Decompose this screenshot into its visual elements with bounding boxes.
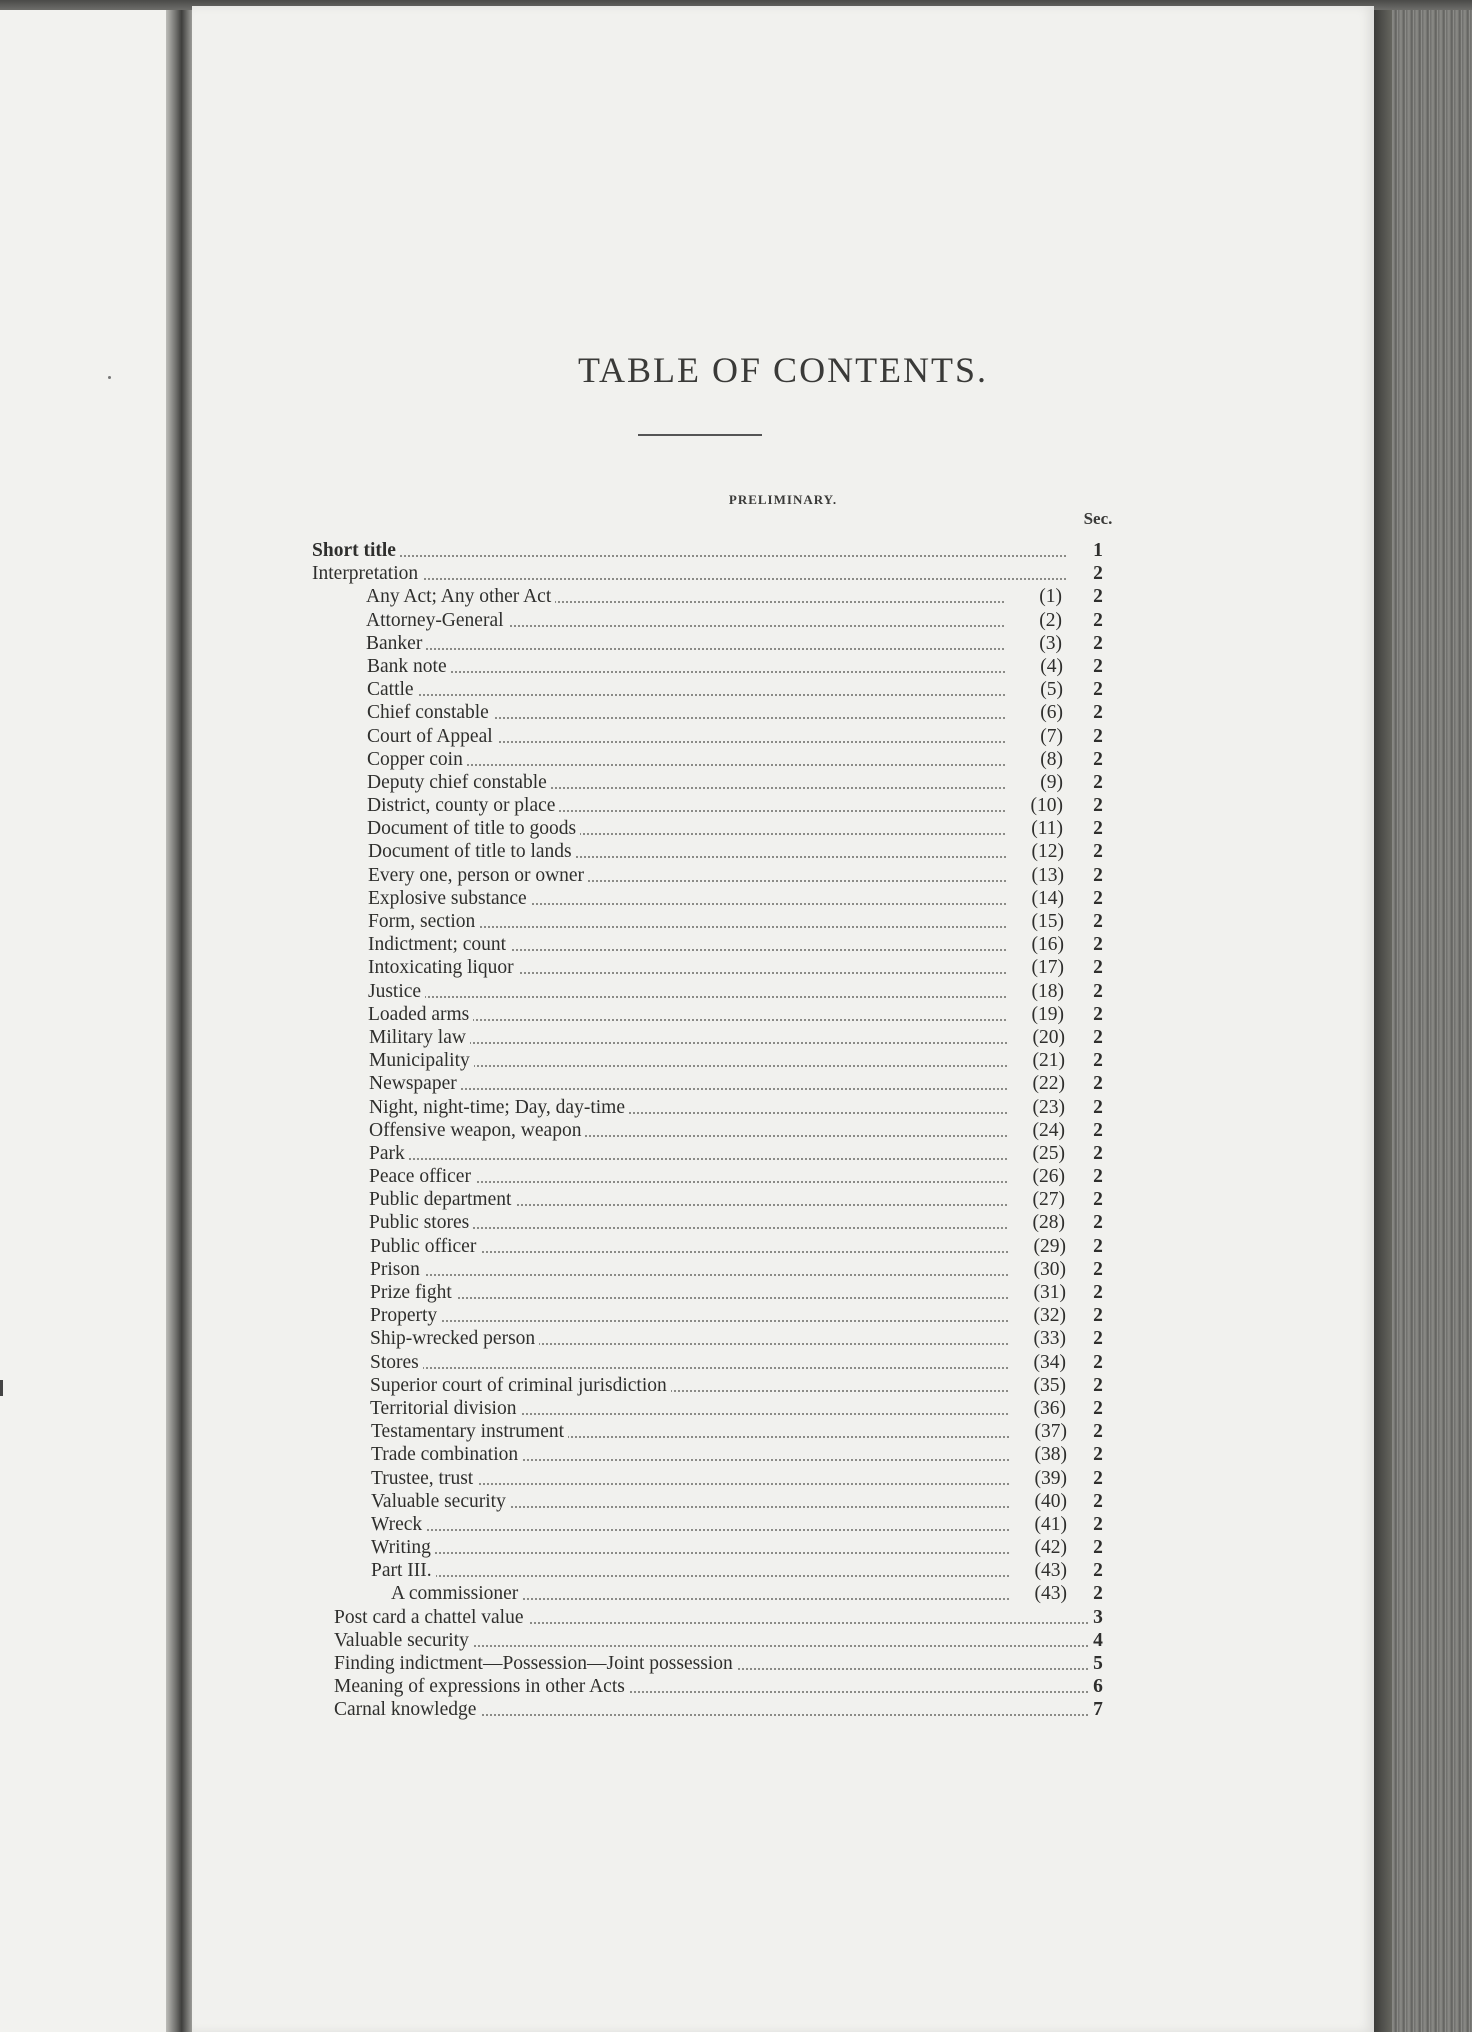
toc-entry-section-number: 2 — [1093, 1073, 1103, 1095]
toc-entry — [312, 980, 1162, 1003]
toc-entry-subsection: (19) — [1008, 1003, 1064, 1026]
dot-leader — [390, 1295, 1016, 1299]
toc-entry-subsection: (14) — [1008, 887, 1064, 910]
toc-entry-label: Public stores — [369, 1211, 473, 1234]
toc-entry — [312, 1188, 1162, 1211]
toc-entry — [312, 1165, 1162, 1188]
toc-entry-label: Intoxicating liquor — [368, 956, 518, 979]
dot-leader — [389, 1040, 1015, 1044]
toc-entry — [312, 539, 1162, 562]
toc-entry-section-number: 2 — [1093, 1513, 1103, 1535]
toc-entry-label: Bank note — [367, 655, 451, 678]
toc-entry-subsection: (5) — [1007, 678, 1063, 701]
toc-entry-subsection: (13) — [1008, 864, 1064, 887]
toc-entry — [312, 887, 1162, 910]
toc-entry-label: Valuable security — [334, 1629, 473, 1652]
dot-leader — [390, 1249, 1016, 1253]
toc-entry-section-number: 2 — [1093, 887, 1103, 909]
toc-entry-subsection: (26) — [1009, 1165, 1065, 1188]
toc-entry-section-number: 2 — [1093, 1397, 1103, 1419]
toc-entry-section-number: 2 — [1093, 1189, 1103, 1211]
toc-entry-section-number: 2 — [1093, 1026, 1103, 1048]
toc-entry-label: Prison — [370, 1258, 424, 1281]
toc-entry — [312, 1629, 1162, 1652]
toc-entry-subsection: (29) — [1010, 1235, 1066, 1258]
toc-entry-label: Property — [370, 1304, 441, 1327]
toc-entry-section-number: 2 — [1093, 679, 1103, 701]
toc-entry-section-number: 2 — [1093, 980, 1103, 1002]
toc-entry-section-number: 2 — [1093, 911, 1103, 932]
toc-entry-label: Meaning of expressions in other Acts — [334, 1675, 629, 1698]
toc-entry-label: Writing — [371, 1536, 435, 1559]
toc-entry — [312, 655, 1162, 678]
toc-entry — [312, 1582, 1162, 1605]
toc-entry-label: Explosive substance — [368, 887, 531, 910]
toc-entry-subsection: (35) — [1010, 1374, 1066, 1397]
toc-entry-subsection: (39) — [1011, 1467, 1067, 1490]
toc-entry-subsection: (3) — [1006, 632, 1062, 655]
toc-entry-label: District, county or place — [367, 794, 559, 817]
toc-entry-label: Document of title to goods — [367, 817, 580, 840]
toc-entry-subsection: (24) — [1009, 1119, 1065, 1142]
dot-leader — [388, 994, 1014, 998]
dot-leader — [391, 1481, 1017, 1485]
toc-entry — [312, 1559, 1162, 1582]
toc-entry-label: Peace officer — [369, 1165, 475, 1188]
page-title: TABLE OF CONTENTS. — [577, 350, 989, 390]
toc-entry-label: Attorney-General — [366, 609, 508, 632]
toc-entry-label: Testamentary instrument — [371, 1420, 568, 1443]
toc-entry-label: Every one, person or owner — [368, 864, 588, 887]
toc-entry-label: Public officer — [370, 1235, 480, 1258]
toc-entry-label: Superior court of criminal jurisdiction — [370, 1374, 671, 1397]
toc-entry-section-number: 2 — [1093, 1467, 1103, 1489]
toc-entry-section-number: 2 — [1093, 1305, 1103, 1327]
toc-entry — [312, 1072, 1162, 1095]
facing-page-mark — [0, 1380, 3, 1396]
toc-entry-label: Stores — [370, 1351, 423, 1374]
toc-entry-label: Trustee, trust — [371, 1467, 477, 1490]
dot-leader — [389, 1086, 1015, 1090]
toc-entry-section-number: 2 — [1093, 795, 1103, 817]
toc-entry-label: Court of Appeal — [367, 725, 497, 748]
toc-entry-subsection: (17) — [1008, 956, 1064, 979]
toc-entry-subsection: (41) — [1011, 1513, 1067, 1536]
toc-entry-section-number: 2 — [1093, 609, 1103, 631]
toc-entry — [312, 562, 1162, 585]
toc-entry-section-number: 2 — [1093, 1537, 1103, 1559]
toc-entry-label: Prize fight — [370, 1281, 456, 1304]
toc-entry-subsection: (28) — [1009, 1211, 1065, 1234]
toc-entry-subsection: (11) — [1007, 817, 1063, 840]
dot-leader — [389, 1179, 1015, 1183]
dot-leader — [387, 762, 1013, 766]
dot-leader — [388, 924, 1014, 928]
toc-entry-subsection: (9) — [1007, 771, 1063, 794]
toc-entry-section-number: 2 — [1093, 1235, 1103, 1257]
toc-entry — [312, 956, 1162, 979]
toc-entry-subsection: (31) — [1010, 1281, 1066, 1304]
toc-entry-subsection: (42) — [1011, 1536, 1067, 1559]
dot-leader — [388, 1017, 1014, 1021]
toc-entry — [312, 1235, 1162, 1258]
toc-entry-label: Justice — [368, 980, 425, 1003]
toc-entry — [312, 725, 1162, 748]
toc-entry-subsection: (32) — [1010, 1304, 1066, 1327]
toc-entry-subsection: (10) — [1007, 794, 1063, 817]
toc-entry-section-number: 4 — [1093, 1629, 1103, 1651]
toc-entry — [312, 1397, 1162, 1420]
toc-entry-label: Public department — [369, 1188, 515, 1211]
toc-entry-subsection: (15) — [1008, 910, 1064, 933]
toc-entry-section-number: 2 — [1093, 1444, 1103, 1466]
toc-entry-subsection: (40) — [1011, 1490, 1067, 1513]
toc-entry-section-number: 2 — [1093, 1583, 1103, 1605]
toc-entry — [312, 1119, 1162, 1142]
toc-entry-label: A commissioner — [391, 1582, 522, 1605]
toc-entry — [312, 1420, 1162, 1443]
toc-entry — [312, 1096, 1162, 1119]
toc-entry-section-number: 2 — [1093, 841, 1103, 863]
toc-entry-section-number: 2 — [1093, 1212, 1103, 1234]
toc-entry-subsection: (4) — [1007, 655, 1063, 678]
dot-leader — [391, 1527, 1017, 1531]
toc-entry — [312, 864, 1162, 887]
toc-entry — [312, 1281, 1162, 1304]
toc-entry — [312, 1443, 1162, 1466]
dot-leader — [387, 669, 1013, 673]
toc-entry — [312, 910, 1162, 933]
toc-entry-label: Carnal knowledge — [334, 1698, 480, 1721]
page-stack-shadow — [1374, 10, 1392, 2032]
toc-entry — [312, 1698, 1162, 1721]
toc-entry — [312, 1327, 1162, 1350]
toc-entry-section-number: 2 — [1093, 1119, 1103, 1141]
toc-entry — [312, 632, 1162, 655]
toc-entry-section-number: 2 — [1093, 1328, 1103, 1350]
toc-entry-label: Park — [369, 1142, 409, 1165]
toc-entry-label: Document of title to lands — [368, 840, 576, 863]
toc-entry-subsection: (38) — [1011, 1443, 1067, 1466]
toc-entry — [312, 1606, 1162, 1629]
toc-entry — [312, 1536, 1162, 1559]
toc-entry-label: Finding indictment—Possession—Joint possession — [334, 1652, 737, 1675]
book-gutter — [166, 10, 192, 2032]
speck — [108, 376, 111, 379]
toc-entry-section-number: 2 — [1093, 1560, 1103, 1582]
toc-entry-section-number: 2 — [1093, 632, 1103, 654]
toc-entry-section-number: 2 — [1093, 1258, 1103, 1280]
toc-entry-section-number: 2 — [1093, 1166, 1103, 1188]
toc-entry-section-number: 2 — [1093, 1050, 1103, 1072]
toc-entry-label: Loaded arms — [368, 1003, 473, 1026]
toc-entry-section-number: 2 — [1093, 1282, 1103, 1303]
toc-entry-label: Territorial division — [370, 1397, 520, 1420]
toc-entry — [312, 1003, 1162, 1026]
toc-entry-label: Any Act; Any other Act — [366, 585, 555, 608]
toc-entry-label: Copper coin — [367, 748, 467, 771]
toc-entry-label: Newspaper — [369, 1072, 461, 1095]
toc-entry — [312, 1026, 1162, 1049]
toc-entry-subsection: (7) — [1007, 725, 1063, 748]
dot-leader — [387, 692, 1013, 696]
toc-entry — [312, 1049, 1162, 1072]
toc-entry — [312, 748, 1162, 771]
toc-entry-section-number: 2 — [1093, 725, 1103, 747]
title-rule — [638, 434, 762, 436]
toc-entry-subsection: (1) — [1006, 585, 1062, 608]
sec-column-heading: Sec. — [1083, 509, 1113, 528]
toc-entry — [312, 771, 1162, 794]
toc-entry-subsection: (30) — [1010, 1258, 1066, 1281]
toc-entry-section-number: 2 — [1093, 586, 1103, 608]
toc-entry-label: Deputy chief constable — [367, 771, 551, 794]
dot-leader — [391, 1550, 1017, 1554]
toc-entry-section-number: 2 — [1093, 1374, 1103, 1396]
toc-entry-label: Chief constable — [367, 701, 493, 724]
toc-entry — [312, 1675, 1162, 1698]
toc-entry-section-number: 2 — [1093, 864, 1103, 886]
toc-entry-label: Banker — [366, 632, 426, 655]
toc-entry — [312, 1351, 1162, 1374]
toc-entry — [312, 678, 1162, 701]
toc-entry-label: Ship-wrecked person — [370, 1327, 539, 1350]
facing-page-edge — [0, 10, 168, 2032]
toc-entry-section-number: 2 — [1093, 1421, 1103, 1443]
toc-entry-section-number: 3 — [1093, 1606, 1103, 1628]
toc-entry-label: Indictment; count — [368, 933, 510, 956]
page — [192, 6, 1374, 2032]
toc-entry-subsection: (43) — [1011, 1582, 1067, 1605]
toc-entry — [312, 585, 1162, 608]
toc-entry-section-number: 2 — [1093, 1351, 1103, 1373]
toc-entry-subsection: (36) — [1010, 1397, 1066, 1420]
toc-entry — [312, 1142, 1162, 1165]
toc-entry — [312, 840, 1162, 863]
toc-entry-subsection: (27) — [1009, 1188, 1065, 1211]
toc-entry-section-number: 6 — [1093, 1676, 1103, 1698]
dot-leader — [389, 1225, 1015, 1229]
toc-entry-subsection: (43) — [1011, 1559, 1067, 1582]
toc-entry — [312, 1374, 1162, 1397]
toc-entry — [312, 1211, 1162, 1234]
toc-entry-subsection: (22) — [1009, 1072, 1065, 1095]
toc-entry-label: Night, night-time; Day, day-time — [369, 1096, 629, 1119]
toc-entry-subsection: (2) — [1006, 609, 1062, 632]
toc-entry — [312, 1490, 1162, 1513]
dot-leader — [386, 646, 1012, 650]
toc-entry — [312, 1467, 1162, 1490]
toc-entry — [312, 817, 1162, 840]
toc-entry-subsection: (33) — [1010, 1327, 1066, 1350]
toc-entry — [312, 1652, 1162, 1675]
toc-entry-subsection: (8) — [1007, 748, 1063, 771]
toc-entry-label: Post card a chattel value — [334, 1606, 528, 1629]
toc-list — [312, 539, 1162, 1722]
toc-entry-subsection: (18) — [1008, 980, 1064, 1003]
toc-entry-label: Municipality — [369, 1049, 474, 1072]
toc-entry-label: Valuable security — [371, 1490, 510, 1513]
dot-leader — [391, 1573, 1017, 1577]
toc-entry-section-number: 2 — [1093, 957, 1103, 979]
toc-entry-label: Trade combination — [371, 1443, 522, 1466]
toc-entry-section-number: 2 — [1093, 1142, 1103, 1164]
toc-entry — [312, 609, 1162, 632]
toc-entry-subsection: (12) — [1008, 840, 1064, 863]
dot-leader — [389, 1063, 1015, 1067]
toc-entry-section-number: 2 — [1093, 563, 1103, 585]
toc-entry — [312, 701, 1162, 724]
toc-entry — [312, 794, 1162, 817]
part-heading: PRELIMINARY. — [728, 492, 838, 507]
toc-entry-subsection: (34) — [1010, 1351, 1066, 1374]
toc-entry-label: Offensive weapon, weapon — [369, 1119, 585, 1142]
toc-entry-section-number: 1 — [1093, 540, 1103, 561]
toc-entry-section-number: 2 — [1093, 655, 1103, 677]
toc-entry-section-number: 2 — [1093, 702, 1103, 724]
toc-entry-section-number: 2 — [1093, 1003, 1103, 1025]
toc-entry-subsection: (21) — [1009, 1049, 1065, 1072]
toc-entry-label: Wreck — [371, 1513, 426, 1536]
toc-entry-section-number: 2 — [1093, 771, 1103, 793]
toc-entry — [312, 1258, 1162, 1281]
dot-leader — [390, 1365, 1016, 1369]
toc-entry-section-number: 2 — [1093, 748, 1103, 770]
toc-entry — [312, 1513, 1162, 1536]
toc-entry-subsection: (20) — [1009, 1026, 1065, 1049]
toc-entry-section-number: 2 — [1093, 1490, 1103, 1512]
toc-entry-label: Interpretation — [312, 562, 422, 585]
toc-entry-section-number: 2 — [1093, 934, 1103, 956]
toc-entry-label: Military law — [369, 1026, 470, 1049]
toc-entry-section-number: 5 — [1093, 1653, 1103, 1674]
toc-entry-section-number: 2 — [1093, 1096, 1103, 1118]
toc-entry — [312, 1304, 1162, 1327]
toc-entry-subsection: (16) — [1008, 933, 1064, 956]
dot-leader — [332, 553, 1066, 557]
dot-leader — [332, 576, 1066, 580]
toc-entry-label: Cattle — [367, 678, 418, 701]
toc-entry-label: Part III. — [371, 1559, 436, 1582]
toc-entry-subsection: (25) — [1009, 1142, 1065, 1165]
toc-entry-subsection: (6) — [1007, 701, 1063, 724]
toc-entry-subsection: (37) — [1011, 1420, 1067, 1443]
toc-entry — [312, 933, 1162, 956]
toc-entry-subsection: (23) — [1009, 1096, 1065, 1119]
toc-entry-label: Short title — [312, 539, 400, 562]
toc-entry-section-number: 7 — [1093, 1699, 1103, 1721]
dot-leader — [390, 1272, 1016, 1276]
toc-entry-label: Form, section — [368, 910, 479, 933]
dot-leader — [390, 1318, 1016, 1322]
dot-leader — [389, 1156, 1015, 1160]
toc-entry-section-number: 2 — [1093, 818, 1103, 840]
